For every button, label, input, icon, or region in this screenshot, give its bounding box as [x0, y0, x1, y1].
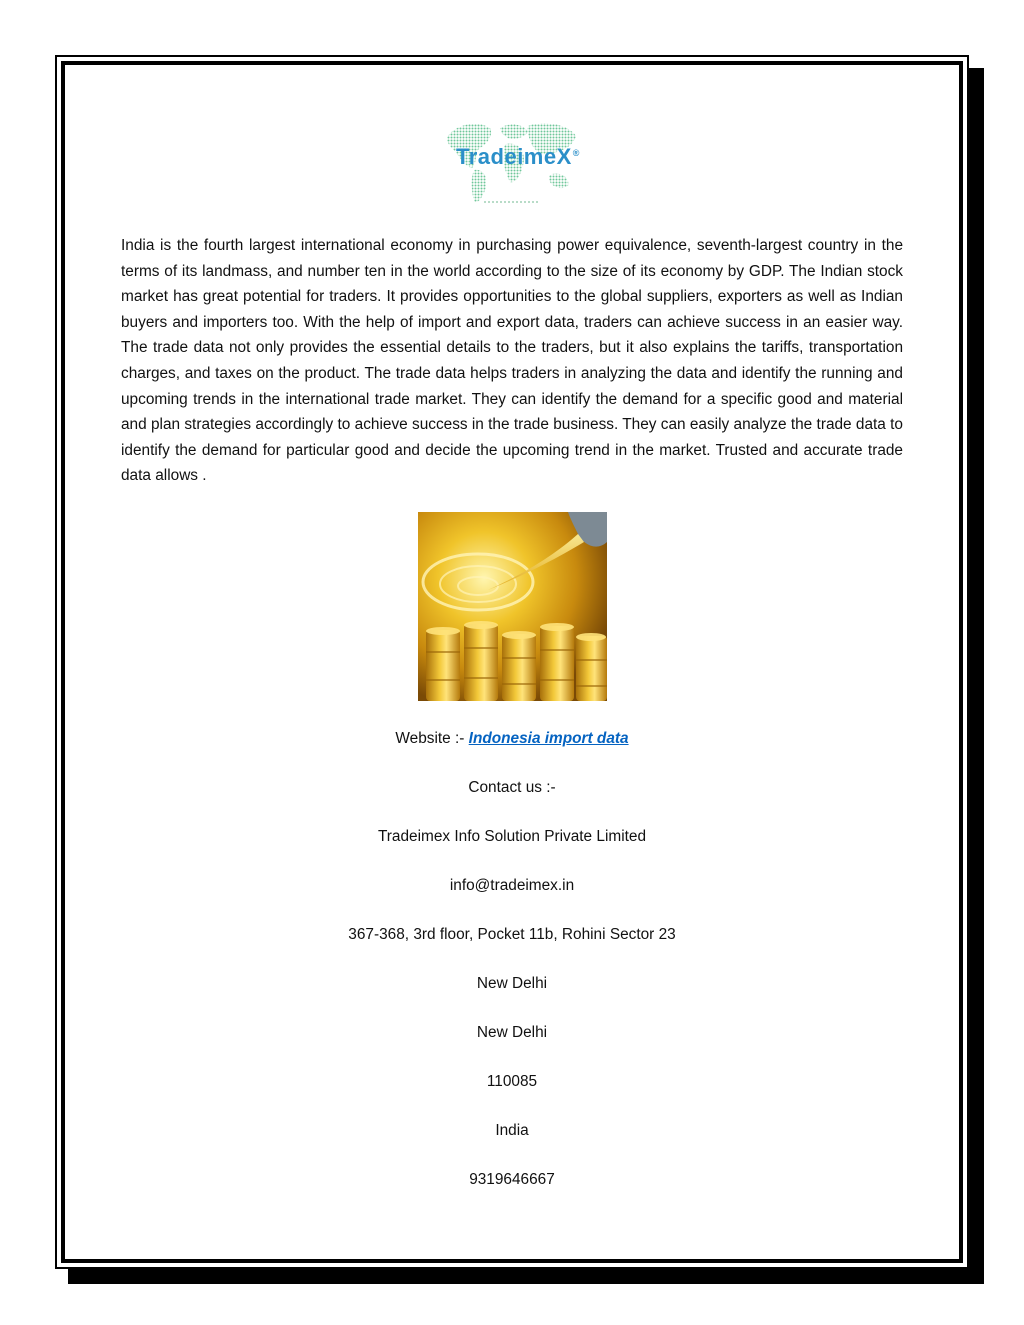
- contact-heading: Contact us :-: [468, 779, 556, 796]
- website-link[interactable]: Indonesia import data: [468, 730, 629, 747]
- email-address: info@tradeimex.in: [449, 877, 575, 894]
- country: India: [495, 1122, 529, 1139]
- logo-wordmark: TradeimeX: [456, 144, 572, 169]
- postal-code: 110085: [486, 1073, 538, 1090]
- registered-mark: ®: [572, 147, 580, 158]
- tradeimex-logo: [444, 118, 580, 208]
- phone-number: 9319646667: [469, 1171, 555, 1188]
- website-label: Website :-: [395, 730, 469, 747]
- body-paragraph: India is the fourth largest international economy in purchasing power equivalence, seventh-largest country in the terms of its landmass, and number ten in the world according to the size of its economy by GDP. The Indian stock market has great potential for traders. It provides opportunities to the global suppliers, exporters as well as Indian buyers and importers too. With the help of import and export data, traders can achieve success in an easier way. The trade data not only provides the essential details to the traders, but it also explains the tariffs, transportation charges, and taxes on the product. The trade data helps traders in analyzing the data and identify the running and upcoming trends in the international trade market. They can identify the demand for a specific good and material and plan strategies accordingly to achieve success in the trade business. They can easily analyze the trade data to identify the demand for particular good and decide the upcoming trend in the market. Trusted and accurate trade data allows .: [121, 237, 903, 485]
- city: New Delhi: [476, 975, 548, 992]
- street-address: 367-368, 3rd floor, Pocket 11b, Rohini Sector 23: [348, 926, 676, 943]
- state: New Delhi: [476, 1024, 548, 1041]
- oil-barrels-image: [418, 512, 607, 701]
- website-line: [0, 729, 1024, 749]
- company-name: Tradeimex Info Solution Private Limited: [377, 828, 647, 845]
